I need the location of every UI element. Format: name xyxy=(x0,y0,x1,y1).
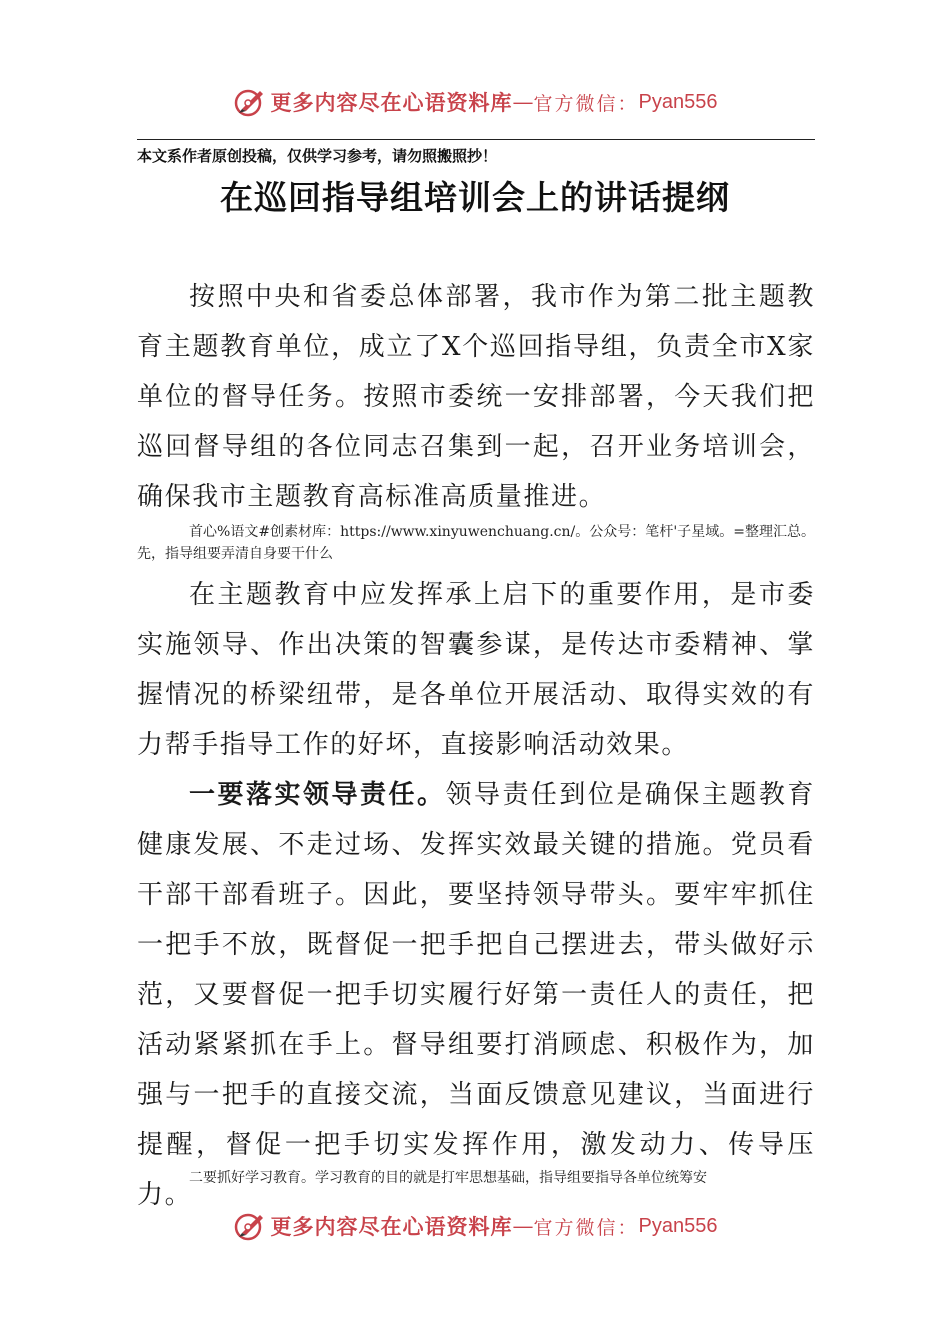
banner-wechat-label: 官方微信： xyxy=(533,92,639,115)
top-banner xyxy=(0,82,950,122)
copyright-notice: 本文系作者原创投稿，仅供学习参考，请勿照搬照抄！ xyxy=(137,147,498,165)
banner-wechat-label: 官方微信： xyxy=(533,1216,639,1239)
paragraph-intro: 按照中央和省委总体部署，我市作为第二批主题教育主题教育单位，成立了X个巡回指导组，负责全市X家单位的督导任务。按照市委统一安排部署，今天我们把巡回督导组的各位同志召集到一起，召开业务培训会，确保我市主题教育高标准高质量推进。 xyxy=(137,282,815,512)
paragraph-leadership xyxy=(137,770,815,1220)
source-note: 首心%语文#创素材库：https://www.xinyuwenchuang.cn/。公众号：笔杆'子星域。=整理汇总。先，指导组要弄清自身要干什么 xyxy=(137,524,815,562)
banner-separator: — xyxy=(512,1214,534,1238)
banner-separator: — xyxy=(512,90,534,114)
bottom-banner xyxy=(0,1206,950,1246)
quill-logo-icon xyxy=(233,1209,267,1243)
paragraph-study-excerpt: 二要抓好学习教育。学习教育的目的就是打牢思想基础，指导组要指导各单位统筹安 xyxy=(189,1170,707,1186)
paragraph-leadership-body: 领导责任到位是确保主题教育健康发展、不走过场、发挥实效最关键的措施。党员看干部干部看班子。因此，要坚持领导带头。要牢牢抓住一把手不放，既督促一把手把自己摆进去，带头做好示范，又要督促一把手切实履行好第一责任人的责任，把活动紧紧抓在手上。督导组要打消顾虑、积极作为，加强与一把手的直接交流，当面反馈意见建议，当面进行提醒，督促一把手切实发挥作用，激发动力、传导压力。 xyxy=(137,780,815,1210)
document-title: 在巡回指导组培训会上的讲话提纲 xyxy=(220,178,730,217)
header-rule xyxy=(137,139,815,140)
section-heading-leadership: 一要落实领导责任。 xyxy=(189,780,446,810)
banner-text: 更多内容尽在心语资料库 xyxy=(270,1214,513,1239)
paragraph-role: 在主题教育中应发挥承上启下的重要作用，是市委实施领导、作出决策的智囊参谋，是传达市委精神、掌握情况的桥梁纽带，是各单位开展活动、取得实效的有力帮手指导工作的好坏，直接影响活动效果。 xyxy=(137,580,815,760)
quill-logo-icon xyxy=(233,85,267,119)
banner-wechat-id: Pyan556 xyxy=(638,1214,718,1237)
banner-text: 更多内容尽在心语资料库 xyxy=(270,90,513,115)
banner-wechat-id: Pyan556 xyxy=(638,90,718,113)
